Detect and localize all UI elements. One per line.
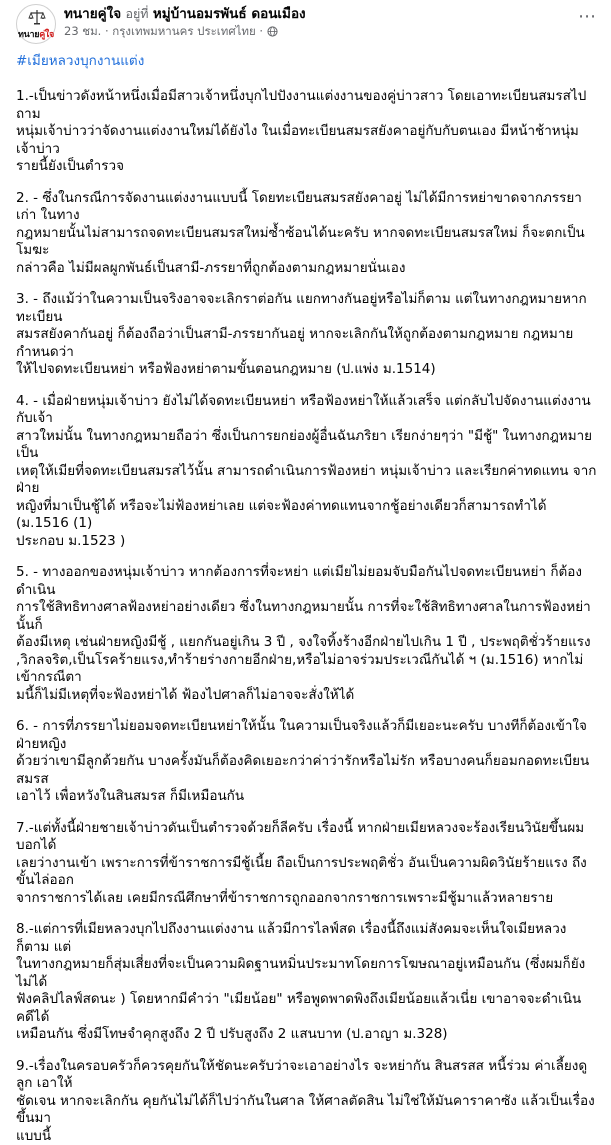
post-paragraph-2: 2. - ซึ่งในกรณีการจัดงานแต่งงานแบบนี้ โดยทะเบียนสมรสยังคาอยู่ ไม่ได้มีการหย่าขาดจากภรรยาเก่า ในทาง กฎหมายนั้นไม่สามารถจดทะเบียนสมรสใหม่ซ้ำซ้อนได้นะครับ หากจดทะเบียนสมรสใหม่ ก็จะตกเป็นโมฆะ กล่าวคือ ไม่มีผลผูกพันธ์เป็นสามี-ภรรยาที่ถูกต้องตามกฎหมายนั่นเอง: [16, 190, 597, 278]
post-paragraph-8: 8.-แต่การที่เมียหลวงบุกไปถึงงานแต่งงาน แล้วมีการไลฟ์สด เรื่องนี้ถึงแม่สังคมจะเห็นใจเมียหลวงก็ตาม แต่ ในทางกฎหมายก็สุ่มเสี่ยงที่จะเป็นความผิดฐานหมิ่นประมาทโดยการโฆษณาอยู่เหมือนกัน (ซึ่งผมก็ยังไม่ได้ ฟังคลิปไลฟ์สดนะ ) โดยหากมีคำว่า "เมียน้อย" หรือพูดพาดพิงถึงเมียน้อยแล้วเนี่ย เขาอาจจะดำเนินคดีได้ เหมือนกัน ซึ่งมีโทษจำคุกสูงถึง 2 ปี ปรับสูงถึง 2 แสนบาท (ป.อาญา ม.328): [16, 921, 597, 1044]
page-name-link[interactable]: ทนายคู่ใจ: [64, 6, 121, 22]
avatar-logo-suffix: คู่ใจ: [39, 30, 54, 40]
post-title-line: [64, 5, 306, 23]
post-header: [16, 4, 597, 46]
avatar-logo-prefix: ทนาย: [18, 30, 39, 40]
post-timestamp-location[interactable]: 23 ชม. · กรุงเทพมหานคร ประเทศไทย ·: [64, 23, 263, 39]
post-meta: [64, 4, 306, 39]
more-options-icon[interactable]: ⋯: [578, 6, 597, 27]
post-paragraph-5: 5. - ทางออกของหนุ่มเจ้าบ่าว หากต้องการที่จะหย่า แต่เมียไม่ยอมจับมือกันไปจดทะเบียนหย่า ก็ต้องดำเนิน การใช้สิทธิทางศาลฟ้องหย่าอย่างเดียว ซึ่งในทางกฎหมายนั้น การที่จะใช้สิทธิทางศาลในการฟ้องหย่านั้นก็ ต้องมีเหตุ เช่นฝ่ายหญิงมีชู้ , แยกกันอยู่เกิน 3 ปี , จงใจทิ้งร้างอีกฝ่ายไปเกิน 1 ปี , ประพฤติชั่วร้ายแรง ,วิกลจริต,เป็นโรคร้ายแรง,ทำร้ายร่างกายอีกฝ่าย,หรือไม่อาจร่วมประเวณีกันได้ ฯ (ม.1516) หากไม่เข้ากรณีตา มนี้ก็ไม่มีเหตุที่จะฟ้องหย่าได้ ฟ้องไปศาลก็ไม่อาจจะสั่งให้ได้: [16, 564, 597, 704]
post-paragraph-7: 7.-แต่ทั้งนี้ฝ่ายชายเจ้าบ่าวดันเป็นตำรวจด้วยก็ลีครับ เรื่องนี้ หากฝ่ายเมียหลวงจะร้องเรียนวินัยขึ้นผมบอกได้ เลยว่างานเข้า เพราะการที่ข้าราชการมีชู้เนี้ย ถือเป็นการประพฤติชั่ว อันเป็นความผิดวินัยร้ายแรง ถึงขั้นไล่ออก จากราชการได้เลย เคยมีกรณีศึกษาที่ข้าราชการถูกออกจากราชการเพราะมีชู้มาแล้วหลายราย: [16, 820, 597, 908]
scales-of-justice-icon: [28, 8, 46, 26]
post-paragraph-4: 4. - เมื่อฝ่ายหนุ่มเจ้าบ่าว ยังไม่ได้จดทะเบียนหย่า หรือฟ้องหย่าให้แล้วเสร็จ แต่กลับไปจัดงานแต่งงานกับเจ้า สาวใหม่นั้น ในทางกฎหมายถือว่า ซึ่งเป็นการยกย่องผู้อื่นฉันภริยา เรียกง่ายๆว่า "มีชู้" ในทางกฎหมายเป็น เหตุให้เมียที่จดทะเบียนสมรสไว้นั้น สามารถดำเนินการฟ้องหย่า หนุ่มเจ้าบ่าว และเรียกค่าทดแทน จากฝ่าย หญิงที่มาเป็นชู้ได้ หรือจะไม่ฟ้องหย่าเลย แต่จะฟ้องค่าทดแทนจากชู้อย่างเดียวก็สามารถทำได้ (ม.1516 (1) ประกอบ ม.1523 ): [16, 393, 597, 551]
post-paragraph-9: 9.-เรื่องในครอบครัวก็ควรคุยกันให้ชัดนะครับว่าจะเอาอย่างไร จะหย่ากัน สินสรสส หนี้ร่วม ค่าเลี้ยงดูลูก เอาให้ ชัดเจน หากจะเลิกกัน คุยกันไม่ได้ก็ไปว่ากันในศาล ให้ศาลตัดสิน ไม่ใช่ให้มันคาราคาซัง แล้วเป็นเรื่องขึ้นมา แบบนี้: [16, 1058, 597, 1145]
post-paragraph-3: 3. - ถึงแม้ว่าในความเป็นจริงอาจจะเลิกราต่อกัน แยกทางกันอยู่หรือไม่ก็ตาม แต่ในทางกฎหมายหากทะเบียน สมรสยังคากันอยู่ ก็ต้องถือว่าเป็นสามี-ภรรยากันอยู่ หากจะเลิกกันให้ถูกต้องตามกฎหมาย กฎหมายกำหนดว่า ให้ไปจดทะเบียนหย่า หรือฟ้องหย่าตามขั้นตอนกฎหมาย (ป.แพ่ง ม.1514): [16, 291, 597, 379]
post-paragraph-6: 6. - การที่ภรรยาไม่ยอมจดทะเบียนหย่าให้นั้น ในความเป็นจริงแล้วก็มีเยอะนะครับ บางทีก็ต้องเข้าใจฝ่ายหญิง ด้วยว่าเขามีลูกด้วยกัน บางครั้งมันก็ต้องคิดเยอะกว่าค่าว่ารักหรือไม่รัก หรือบางคนก็ยอมกอดทะเบียนสมรส เอาไว้ เพื่อหวังในสินสมรส ก็มีเหมือนกัน: [16, 718, 597, 806]
avatar-logo-text: [17, 27, 55, 41]
globe-icon: [267, 26, 278, 37]
hashtag-link[interactable]: #เมียหลวงบุกงานแต่ง: [16, 52, 597, 70]
at-label: อยู่ที่: [125, 6, 148, 21]
place-link[interactable]: หมู่บ้านอมรพันธ์ ดอนเมือง: [153, 6, 306, 22]
post-body: [16, 88, 597, 1145]
post-subtitle: [64, 23, 306, 39]
page-avatar[interactable]: [16, 4, 56, 44]
post-paragraph-1: 1.-เป็นข่าวดังหน้าหนึ่งเมื่อมีสาวเจ้าหนึ่งบุกไปปังงานแต่งงานของคู่บ่าวสาว โดยเอาทะเบียนสมรสไปถาม หนุ่มเจ้าบ่าวว่าจัดงานแต่งงานใหม่ได้ยังไง ในเมื่อทะเบียนสมรสยังคาอยู่กับกับตนเอง มีหน้าช้าหนุ่มเจ้าบ่าว รายนี้ยังเป็นตำรวจ: [16, 88, 597, 176]
